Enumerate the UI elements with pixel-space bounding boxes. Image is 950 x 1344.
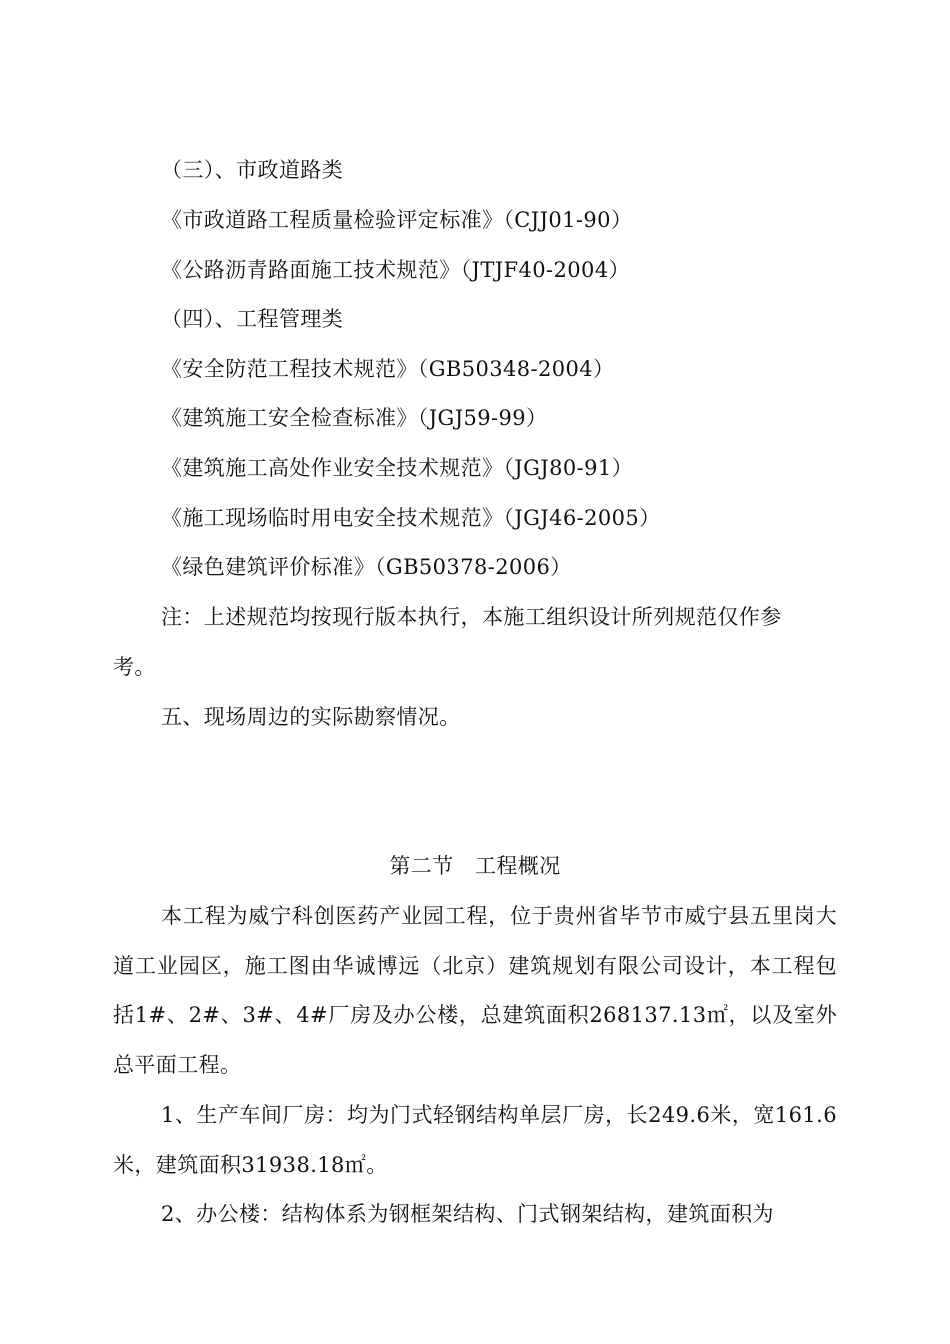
heading-engineering-management: （四）、工程管理类 bbox=[161, 307, 344, 331]
reference-item-gb50348: 《安全防范工程技术规范》（GB50348-2004） bbox=[161, 357, 615, 381]
office-paragraph: 2、办公楼：结构体系为钢框架结构、门式钢架结构，建筑面积为 bbox=[161, 1202, 774, 1226]
section-title: 第二节 工程概况 bbox=[389, 854, 561, 878]
note-line-2: 考。 bbox=[113, 655, 156, 679]
section-five-heading: 五、现场周边的实际勘察情况。 bbox=[161, 705, 461, 729]
project-intro-paragraph: 本工程为威宁科创医药产业园工程，位于贵州省毕节市威宁县五里岗大道工业园区，施工图由华诚博远（北京）建筑规划有限公司设计，本工程包括1#、2#、3#、4#厂房及办公楼，总建筑面积268137.13㎡，以及室外总平面工程。 bbox=[113, 904, 837, 1077]
heading-municipal-roads: （三）、市政道路类 bbox=[161, 158, 344, 182]
reference-item-jgj80: 《建筑施工高处作业安全技术规范》（JGJ80-91） bbox=[161, 456, 634, 480]
note-line-1: 注：上述规范均按现行版本执行，本施工组织设计所列规范仅作参 bbox=[161, 605, 782, 629]
reference-item-jgj46: 《施工现场临时用电安全技术规范》（JGJ46-2005） bbox=[161, 506, 661, 530]
reference-item-cjj01: 《市政道路工程质量检验评定标准》（CJJ01-90） bbox=[161, 208, 633, 232]
reference-item-jtjf40: 《公路沥青路面施工技术规范》（JTJF40-2004） bbox=[161, 258, 630, 282]
reference-item-gb50378: 《绿色建筑评价标准》（GB50378-2006） bbox=[161, 555, 572, 579]
reference-item-jgj59: 《建筑施工安全检查标准》（JGJ59-99） bbox=[161, 406, 548, 430]
workshop-paragraph: 1、生产车间厂房：均为门式轻钢结构单层厂房，长249.6米，宽161.6米，建筑面积31938.18㎡。 bbox=[113, 1103, 837, 1177]
